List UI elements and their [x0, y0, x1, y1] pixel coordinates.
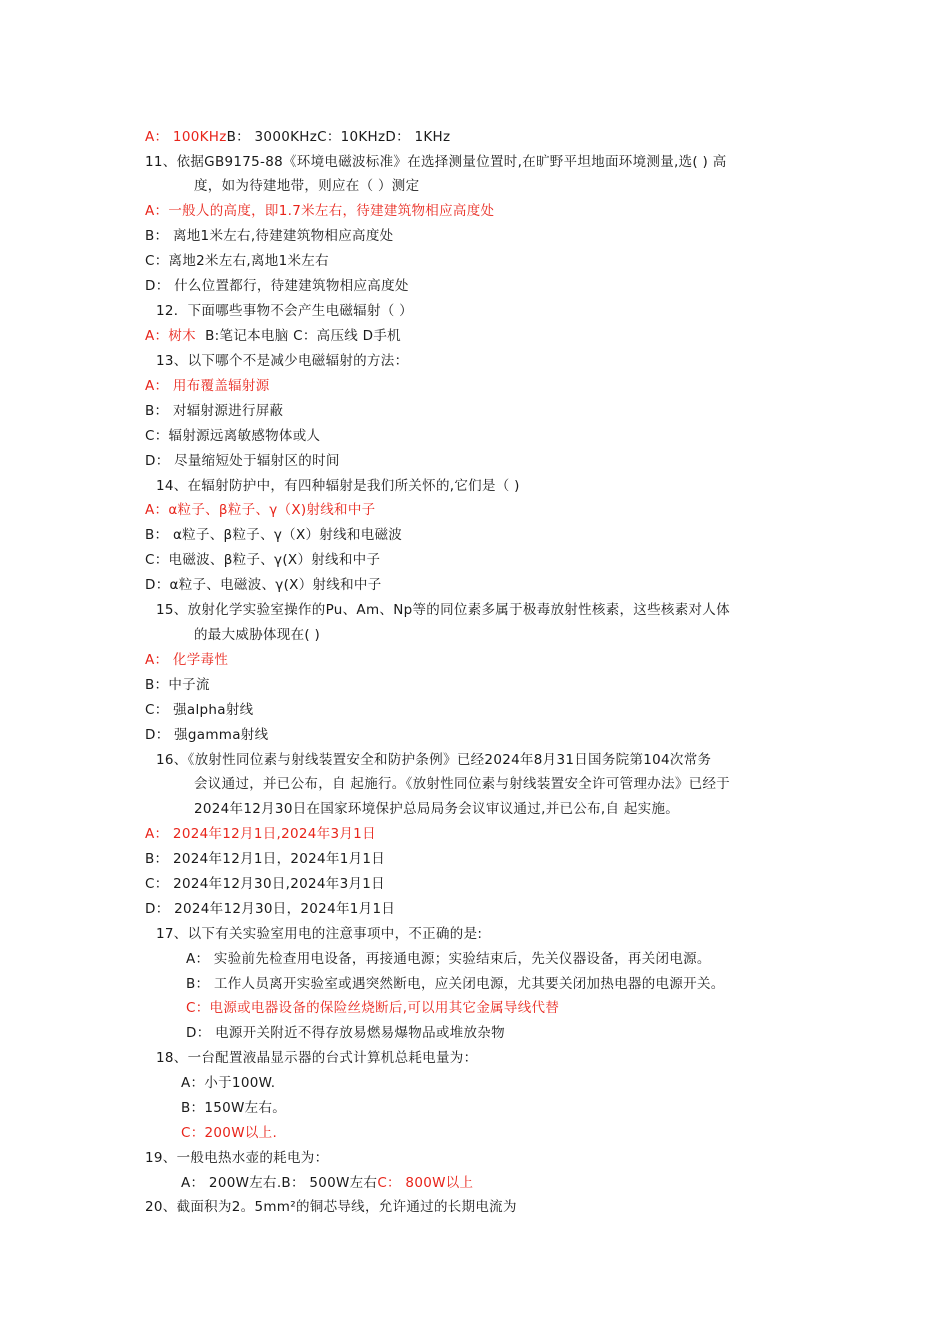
q12-options [145, 326, 810, 346]
q19-options [181, 1173, 810, 1193]
q14-option-b: B： α粒子、β粒子、γ（X）射线和电磁波 [145, 527, 403, 543]
q14-option-d: D：α粒子、电磁波、γ(X）射线和中子 [145, 577, 382, 593]
q11-option-d: D： 什么位置都行，待建建筑物相应高度处 [145, 278, 409, 294]
q13-option-b: B： 对辐射源进行屏蔽 [145, 403, 284, 419]
q16-option-c: C： 2024年12月30日,2024年3月1日 [145, 876, 385, 892]
q17-option-d: D： 电源开关附近不得存放易燃易爆物品或堆放杂物 [186, 1025, 505, 1041]
q16-stem-cont-2: 2024年12月30日在国家环境保护总局局务会议审议通过,并已公布,自 起实施。 [194, 801, 680, 817]
q10-answer-a: A： 100KHz [145, 129, 227, 145]
q13-option-d: D： 尽量缩短处于辐射区的时间 [145, 453, 340, 469]
q16-stem: 16、《放射性同位素与射线装置安全和防护条例》已经2024年8月31日国务院第104次常务 [156, 752, 712, 768]
q12-other-options: B:笔记本电脑 C：高压线 D手机 [205, 328, 401, 344]
q15-option-c: C： 强alpha射线 [145, 702, 254, 718]
q14-option-c: C：电磁波、β粒子、γ(X）射线和中子 [145, 552, 381, 568]
q10-options [145, 127, 810, 147]
q16-stem-cont-1: 会议通过，并已公布，自 起施行。《放射性同位素与射线装置安全许可管理办法》已经于 [194, 776, 731, 792]
q15-option-a: A： 化学毒性 [145, 652, 229, 668]
q18-option-b: B：150W左右。 [181, 1100, 287, 1116]
q17-option-a: A： 实验前先检查用电设备，再接通电源；实验结束后，先关仪器设备，再关闭电源。 [186, 951, 711, 967]
q12-stem: 12．下面哪些事物不会产生电磁辐射（ ） [156, 303, 413, 319]
q17-option-b: B： 工作人员离开实验室或遇突然断电，应关闭电源，尤其要关闭加热电器的电源开关。 [186, 976, 725, 992]
q19-options-ab: A： 200W左右.B： 500W左右 [181, 1175, 378, 1191]
q17-option-c: C：电源或电器设备的保险丝烧断后,可以用其它金属导线代替 [186, 1000, 560, 1016]
q13-option-a: A： 用布覆盖辐射源 [145, 378, 270, 394]
q16-option-a: A： 2024年12月1日,2024年3月1日 [145, 826, 376, 842]
q19-answer-c: C： 800W以上 [377, 1175, 474, 1191]
q14-option-a: A：α粒子、β粒子、γ（X)射线和中子 [145, 502, 376, 518]
q18-option-a: A：小于100W. [181, 1075, 276, 1091]
q13-stem: 13、以下哪个不是减少电磁辐射的方法： [156, 353, 409, 369]
q16-option-d: D： 2024年12月30日，2024年1月1日 [145, 901, 396, 917]
q15-option-d: D： 强gamma射线 [145, 727, 269, 743]
q15-option-b: B：中子流 [145, 677, 210, 693]
q18-option-c: C：200W以上. [181, 1125, 278, 1141]
q16-option-b: B： 2024年12月1日，2024年1月1日 [145, 851, 386, 867]
q11-stem: 11、依据GB9175-88《环境电磁波标准》在选择测量位置时,在旷野平坦地面环境测量,选( ) 高 [145, 154, 727, 170]
q18-stem: 18、一台配置液晶显示器的台式计算机总耗电量为： [156, 1050, 478, 1066]
q13-option-c: C：辐射源远离敏感物体或人 [145, 428, 321, 444]
q15-stem-cont: 的最大威胁体现在( ) [194, 627, 321, 643]
q14-stem: 14、在辐射防护中，有四种辐射是我们所关怀的,它们是（ ) [156, 478, 520, 494]
q10-other-options: B： 3000KHzC：10KHzD： 1KHz [226, 129, 451, 145]
q20-stem: 20、截面积为2。5mm²的铜芯导线，允许通过的长期电流为 [145, 1199, 517, 1215]
q11-option-a: A：一般人的高度，即1.7米左右，待建建筑物相应高度处 [145, 203, 495, 219]
q11-option-c: C：离地2米左右,离地1米左右 [145, 253, 329, 269]
q12-answer-a: A：树木 [145, 328, 196, 344]
q11-option-b: B： 离地1米左右,待建建筑物相应高度处 [145, 228, 394, 244]
q11-stem-cont: 度，如为待建地带，则应在（ ）测定 [194, 178, 420, 194]
q17-stem: 17、以下有关实验室用电的注意事项中，不正确的是: [156, 926, 483, 942]
q15-stem: 15、放射化学实验室操作的Pu、Am、Np等的同位素多属于极毒放射性核素，这些核素对人体 [156, 602, 730, 618]
q19-stem: 19、一般电热水壶的耗电为： [145, 1150, 329, 1166]
